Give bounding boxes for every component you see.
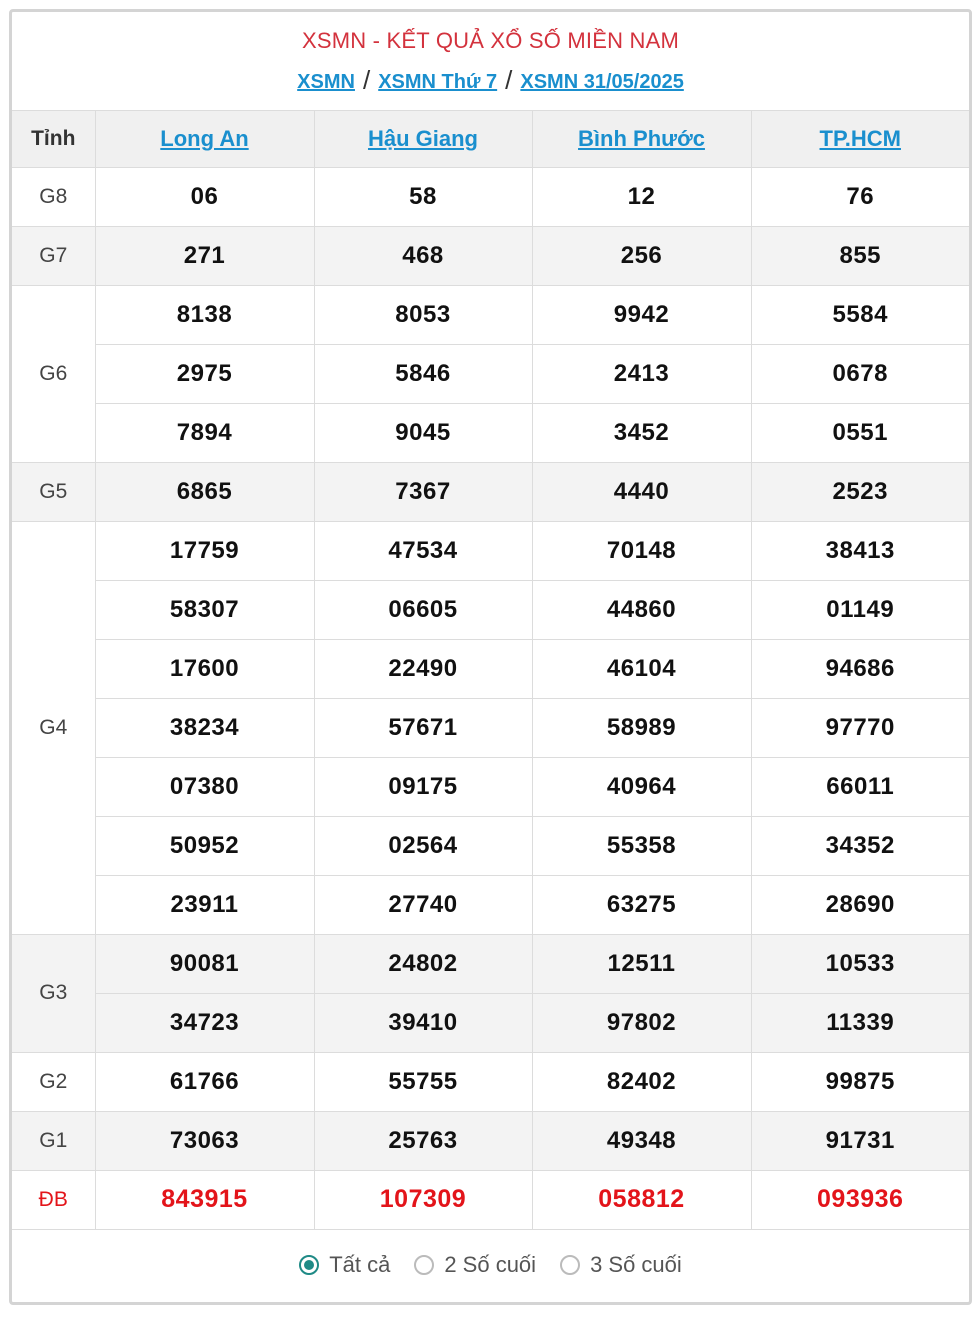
prize-number: 12 — [532, 167, 751, 226]
prize-number: 58989 — [532, 698, 751, 757]
prize-number: 22490 — [314, 639, 532, 698]
prize-number: 24802 — [314, 934, 532, 993]
prize-label: G4 — [12, 521, 95, 934]
prize-number: 06 — [95, 167, 314, 226]
prize-label: ĐB — [12, 1170, 95, 1229]
prize-number: 38234 — [95, 698, 314, 757]
prize-number: 55755 — [314, 1052, 532, 1111]
prize-number: 57671 — [314, 698, 532, 757]
filter-option-label: 3 Số cuối — [590, 1252, 682, 1277]
prize-row-g3 — [12, 993, 969, 1052]
prize-number: 61766 — [95, 1052, 314, 1111]
prize-number: 97770 — [751, 698, 969, 757]
radio-selected-icon[interactable] — [299, 1255, 319, 1275]
prize-number: 25763 — [314, 1111, 532, 1170]
prize-number: 94686 — [751, 639, 969, 698]
prize-row-g3 — [12, 934, 969, 993]
prize-label: G2 — [12, 1052, 95, 1111]
prize-row-g7 — [12, 226, 969, 285]
province-column-header: Tỉnh — [12, 111, 95, 167]
prize-row-g4 — [12, 698, 969, 757]
prize-number: 107309 — [314, 1170, 532, 1229]
province-link-long-an[interactable]: Long An — [160, 125, 249, 151]
province-link-hau-giang[interactable]: Hậu Giang — [367, 125, 478, 151]
prize-row-g4 — [12, 816, 969, 875]
prize-number: 02564 — [314, 816, 532, 875]
prize-number: 5846 — [314, 344, 532, 403]
prize-number: 99875 — [751, 1052, 969, 1111]
prize-number: 39410 — [314, 993, 532, 1052]
prize-number: 2523 — [751, 462, 969, 521]
prize-number: 8138 — [95, 285, 314, 344]
prize-number: 6865 — [95, 462, 314, 521]
province-link-binh-phuoc[interactable]: Bình Phước — [578, 125, 705, 151]
prize-number: 06605 — [314, 580, 532, 639]
prize-number: 09175 — [314, 757, 532, 816]
prize-number: 34723 — [95, 993, 314, 1052]
prize-label: G8 — [12, 167, 95, 226]
prize-row-g4 — [12, 757, 969, 816]
prize-label: G3 — [12, 934, 95, 1052]
prize-label: G7 — [12, 226, 95, 285]
prize-number: 58 — [314, 167, 532, 226]
prize-number: 843915 — [95, 1170, 314, 1229]
prize-number: 17600 — [95, 639, 314, 698]
filter-option-label: 2 Số cuối — [444, 1252, 537, 1277]
digit-filter — [12, 1230, 969, 1301]
prize-number: 58307 — [95, 580, 314, 639]
filter-option-label: Tất cả — [329, 1252, 391, 1277]
prize-number: 058812 — [532, 1170, 751, 1229]
prize-row-g6 — [12, 403, 969, 462]
prize-row-g8 — [12, 167, 969, 226]
prize-row-g5 — [12, 462, 969, 521]
prize-number: 70148 — [532, 521, 751, 580]
prize-number: 23911 — [95, 875, 314, 934]
filter-option-all[interactable] — [299, 1252, 390, 1278]
prize-row-g6 — [12, 285, 969, 344]
prize-label: G6 — [12, 285, 95, 462]
breadcrumb-xsmn-link[interactable]: XSMN — [297, 71, 355, 93]
prize-number: 46104 — [532, 639, 751, 698]
radio-unselected-icon[interactable] — [560, 1255, 580, 1275]
results-table — [12, 111, 969, 1230]
results-card — [9, 9, 972, 1305]
prize-number: 093936 — [751, 1170, 969, 1229]
prize-number: 82402 — [532, 1052, 751, 1111]
prize-number: 4440 — [532, 462, 751, 521]
results-header — [12, 12, 969, 111]
prize-number: 9942 — [532, 285, 751, 344]
prize-number: 44860 — [532, 580, 751, 639]
province-header-long-an — [95, 111, 314, 167]
prize-number: 76 — [751, 167, 969, 226]
prize-row-đb — [12, 1170, 969, 1229]
table-header-row — [12, 111, 969, 167]
prize-number: 7367 — [314, 462, 532, 521]
prize-number: 50952 — [95, 816, 314, 875]
prize-row-g4 — [12, 521, 969, 580]
prize-number: 47534 — [314, 521, 532, 580]
prize-number: 07380 — [95, 757, 314, 816]
prize-number: 3452 — [532, 403, 751, 462]
breadcrumb-weekday-link[interactable]: XSMN Thứ 7 — [378, 71, 498, 93]
breadcrumb-date-link[interactable]: XSMN 31/05/2025 — [520, 71, 684, 93]
prize-number: 97802 — [532, 993, 751, 1052]
prize-number: 2975 — [95, 344, 314, 403]
prize-row-g2 — [12, 1052, 969, 1111]
prize-number: 73063 — [95, 1111, 314, 1170]
prize-row-g4 — [12, 875, 969, 934]
prize-number: 55358 — [532, 816, 751, 875]
province-header-binh-phuoc — [532, 111, 751, 167]
prize-number: 271 — [95, 226, 314, 285]
province-link-tphcm[interactable]: TP.HCM — [819, 125, 901, 151]
page-title: XSMN - KẾT QUẢ XỔ SỐ MIỀN NAM — [302, 28, 679, 53]
breadcrumb — [12, 64, 969, 95]
prize-number: 28690 — [751, 875, 969, 934]
radio-unselected-icon[interactable] — [414, 1255, 434, 1275]
prize-number: 2413 — [532, 344, 751, 403]
prize-number: 8053 — [314, 285, 532, 344]
prize-number: 17759 — [95, 521, 314, 580]
prize-number: 468 — [314, 226, 532, 285]
prize-number: 63275 — [532, 875, 751, 934]
province-header-hau-giang — [314, 111, 532, 167]
prize-number: 34352 — [751, 816, 969, 875]
prize-number: 256 — [532, 226, 751, 285]
filter-option-last-3[interactable] — [560, 1252, 682, 1278]
prize-number: 0678 — [751, 344, 969, 403]
prize-number: 40964 — [532, 757, 751, 816]
filter-option-last-2[interactable] — [414, 1252, 536, 1278]
prize-number: 66011 — [751, 757, 969, 816]
prize-number: 10533 — [751, 934, 969, 993]
prize-number: 855 — [751, 226, 969, 285]
prize-number: 7894 — [95, 403, 314, 462]
breadcrumb-separator: / — [362, 65, 371, 95]
prize-label: G5 — [12, 462, 95, 521]
prize-number: 38413 — [751, 521, 969, 580]
prize-row-g6 — [12, 344, 969, 403]
prize-number: 49348 — [532, 1111, 751, 1170]
prize-row-g1 — [12, 1111, 969, 1170]
prize-row-g4 — [12, 580, 969, 639]
breadcrumb-separator: / — [505, 65, 513, 95]
prize-number: 12511 — [532, 934, 751, 993]
prize-number: 9045 — [314, 403, 532, 462]
prize-number: 90081 — [95, 934, 314, 993]
prize-number: 5584 — [751, 285, 969, 344]
prize-label: G1 — [12, 1111, 95, 1170]
prize-row-g4 — [12, 639, 969, 698]
prize-number: 0551 — [751, 403, 969, 462]
prize-number: 27740 — [314, 875, 532, 934]
prize-number: 01149 — [751, 580, 969, 639]
prize-number: 91731 — [751, 1111, 969, 1170]
prize-number: 11339 — [751, 993, 969, 1052]
province-header-tphcm — [751, 111, 969, 167]
